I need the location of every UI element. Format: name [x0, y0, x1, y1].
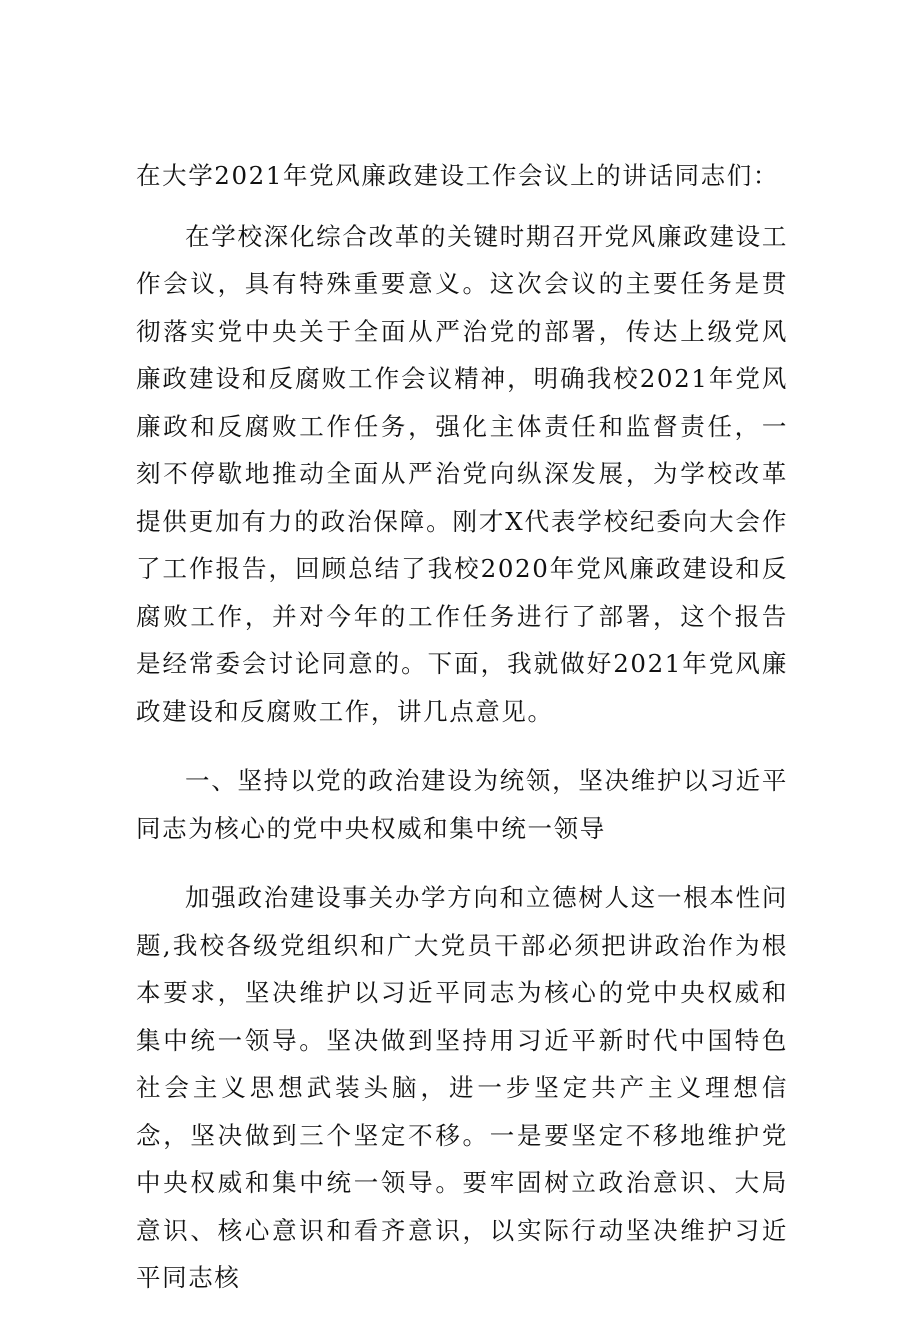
- speech-title: 在大学2021年党风廉政建设工作会议上的讲话同志们：: [136, 161, 779, 190]
- document-body: [136, 152, 788, 1324]
- section-1-paragraph: 加强政治建设事关办学方向和立德树人这一根本性问题,我校各级党组织和广大党员干部必须把讲政治作为根本要求，坚决维护以习近平同志为核心的党中央权威和集中统一领导。坚决做到坚持用习近平新时代中国特色社会主义思想武装头脑，进一步坚定共产主义理想信念，坚决做到三个坚定不移。一是要坚定不移地维护党中央权威和集中统一领导。要牢固树立政治意识、大局意识、核心意识和看齐意识，以实际行动坚决维护习近平同志核: [136, 883, 788, 1292]
- section-heading-1: 一、坚持以党的政治建设为统领，坚决维护以习近平同志为核心的党中央权威和集中统一领导: [136, 766, 788, 843]
- opening-paragraph: 在学校深化综合改革的关键时期召开党风廉政建设工作会议，具有特殊重要意义。这次会议的主要任务是贯彻落实党中央关于全面从严治党的部署，传达上级党风廉政建设和反腐败工作会议精神，明确我校2021年党风廉政和反腐败工作任务，强化主体责任和监督责任，一刻不停歇地推动全面从严治党向纵深发展，为学校改革提供更加有力的政治保障。刚才X代表学校纪委向大会作了工作报告，回顾总结了我校2020年党风廉政建设和反腐败工作，并对今年的工作任务进行了部署，这个报告是经常委会讨论同意的。下面，我就做好2021年党风廉政建设和反腐败工作，讲几点意见。: [136, 221, 788, 726]
